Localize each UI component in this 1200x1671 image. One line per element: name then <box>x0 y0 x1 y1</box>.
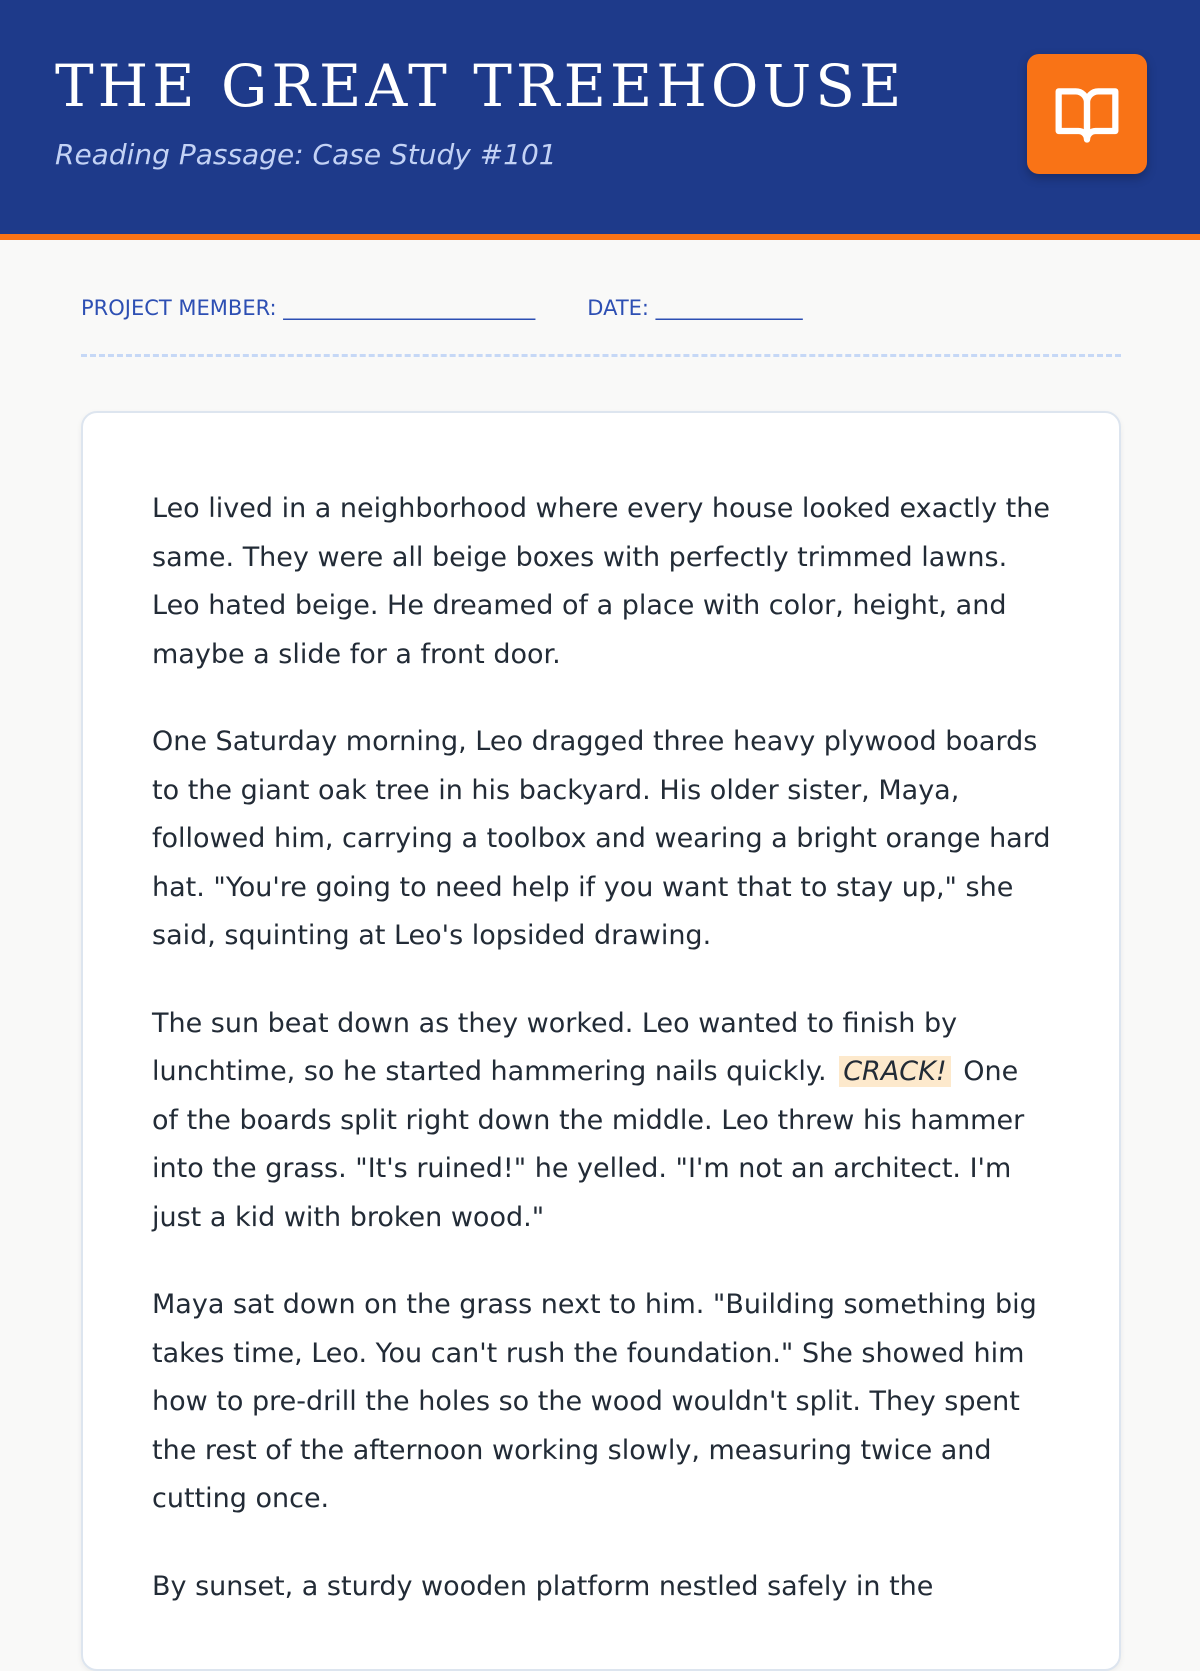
project-member-field[interactable]: PROJECT MEMBER: ________________________ <box>81 296 536 320</box>
passage-paragraph-3 <box>152 1000 1052 1243</box>
page-header <box>0 0 1200 240</box>
passage-paragraph-5: By sunset, a sturdy wooden platform nestled safely in the <box>152 1570 934 1602</box>
worksheet-meta <box>81 296 803 320</box>
passage-paragraph-1: Leo lived in a neighborhood where every house looked exactly the same. They were all beige boxes with perfectly trimmed lawns. Leo hated beige. He dreamed of a place with color, height, and maybe a slide for a front door. <box>152 493 1050 670</box>
reading-passage <box>152 485 1052 1650</box>
passage-card <box>81 411 1121 1671</box>
book-badge <box>1027 54 1147 174</box>
dashed-divider <box>81 354 1121 357</box>
paragraph-3-after: One of the boards split right down the middle. Leo threw his hammer into the grass. "It's ruined!" he yelled. "I'm not an architect. I'm just a kid with broken wood." <box>152 1056 1025 1233</box>
page-subtitle: Reading Passage: Case Study #101 <box>55 138 557 171</box>
paragraph-3-before: The sun beat down as they worked. Leo wanted to finish by lunchtime, so he started hammering nails quickly. <box>152 1007 958 1087</box>
passage-paragraph-4: Maya sat down on the grass next to him. "Building something big takes time, Leo. You can't rush the foundation." She showed him how to pre-drill the holes so the wood wouldn't split. They spent the rest of the afternoon working slowly, measuring twice and cutting once. <box>152 1289 1037 1514</box>
passage-paragraph-2: One Saturday morning, Leo dragged three heavy plywood boards to the giant oak tree in his backyard. His older sister, Maya, followed him, carrying a toolbox and wearing a bright orange hard hat. "You're going to need help if you want that to stay up," she said, squinting at Leo's lopsided drawing. <box>152 726 1051 951</box>
date-field[interactable]: DATE: ______________ <box>587 296 803 320</box>
open-book-icon <box>1053 80 1121 148</box>
page-title: THE GREAT TREEHOUSE <box>55 52 906 120</box>
crack-highlight: CRACK! <box>839 1056 950 1087</box>
